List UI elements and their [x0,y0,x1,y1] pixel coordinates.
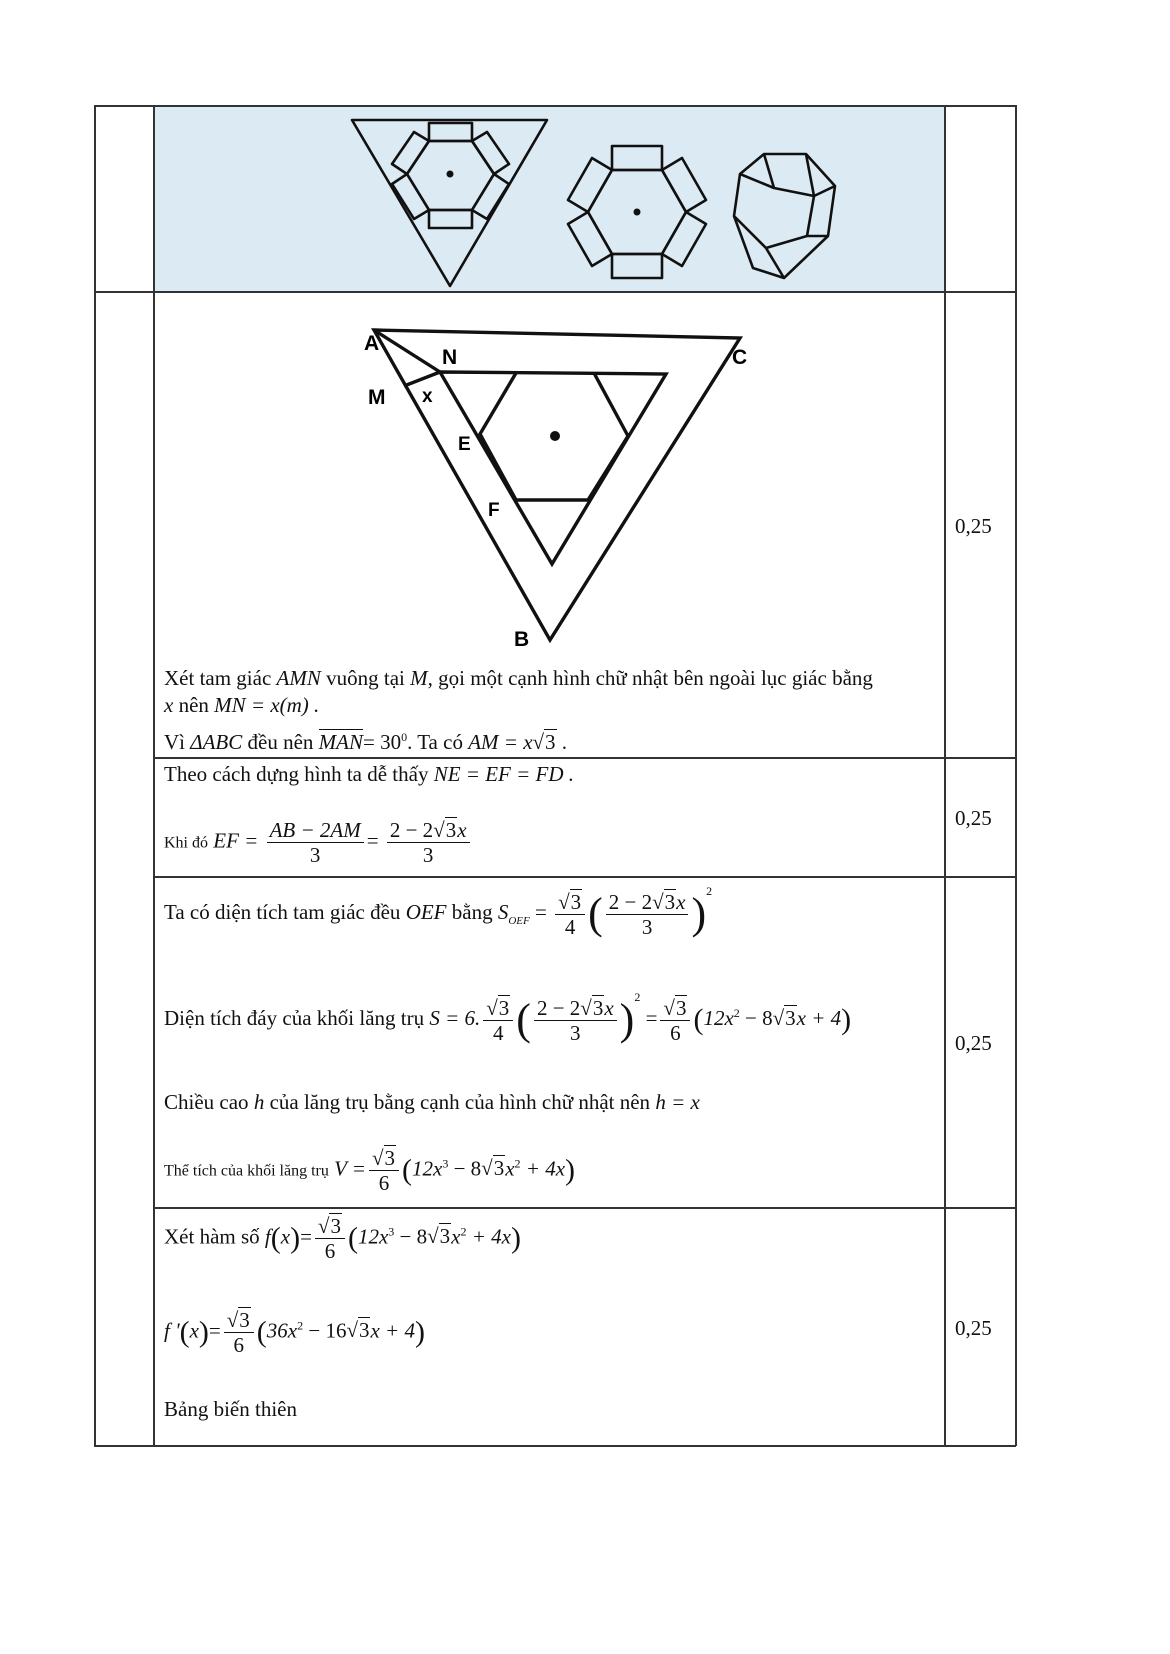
row3-line4 [164,1146,575,1195]
row3-line3-mid: của lăng trụ bằng cạnh của hình chữ nhật nên [269,1090,651,1114]
table-border-bottom [94,1445,1016,1447]
row2-line1-formula: NE = EF = FD . [433,762,575,786]
row1-line2 [164,693,319,718]
row3-line1-pre: Ta có diện tích tam giác đều [164,900,401,924]
row3-line2-frac-a: $\frac{√3}{4}$ [483,996,513,1045]
row4-line2-lparen: ( [256,1315,267,1349]
row4-line2-eq: = [208,1318,221,1343]
row4-line1-pre: Xét hàm số [164,1224,260,1249]
row1-line3-deg: 0 [401,730,408,744]
row2-line2-pre: Khi đó [164,834,208,852]
row2-frac2: $\frac{2 - 2√3x}{3}$ [387,818,470,867]
row4-line2-poly-c: x + 4 [370,1318,415,1343]
row3-line2-poly-pow: 2 [733,1006,740,1020]
row1-line3-am: AM = x [468,730,533,754]
row3-score: 0,25 [955,1031,992,1055]
row4-line1-rp: ) [290,1221,301,1255]
row3-line4-poly-b: − 8 [448,1156,482,1181]
label-E: E [458,434,471,455]
row4-line2-pow2: 2 [297,1318,304,1333]
row4-line1-f: f [264,1224,271,1249]
table-border-row2-bottom [154,876,1016,878]
label-F: F [488,500,500,521]
triangle-construction-figure [354,318,774,654]
row4-line1-poly-b: − 8 [394,1224,428,1249]
row4-line1-lp: ( [270,1221,281,1255]
row1-line1-amn: AMN [276,666,321,690]
row4-line1-rparen: ) [510,1221,521,1255]
row2-score: 0,25 [955,806,992,830]
row4-line2-poly-b: − 16 [303,1318,347,1343]
row4-score: 0,25 [955,1316,992,1340]
row3-line2-rparen2: ) [841,1003,852,1037]
row4-line2-f: f ' [164,1318,180,1343]
row4-line1-poly-d: + 4x [466,1224,511,1249]
row3-line1-oef: OEF [405,900,447,924]
row1-line2-x: x [164,693,174,717]
row3-line2-frac-b: $\frac{2 - 2√3x}{3}$ [534,996,617,1045]
row4-line2-rp: ) [198,1315,209,1349]
row3-line2-rparen: ) [619,995,635,1045]
row3-line4-pow2: 2 [514,1156,521,1171]
row3-line2-lparen2: ( [693,1003,704,1037]
row4-line1-poly-a: 12x [357,1224,389,1249]
row3-line4-poly-c: x [505,1156,515,1181]
row3-line1-sub: OEF [508,915,530,928]
row3-line3-formula: h = x [655,1090,700,1114]
row2-frac1: $\frac{AB - 2AM}{3}$ [267,818,364,867]
row4-line2-x: x [189,1318,199,1343]
row4-line1-pow3: 3 [388,1224,395,1239]
row3-line3 [164,1090,700,1115]
row1-line3-angle-val: = 30 [362,730,402,754]
row3-line2-poly-a: 12x [703,1006,734,1030]
label-C: C [732,346,748,369]
row4-line1-eq: = [300,1224,312,1249]
row4-line2 [164,1308,425,1357]
label-M: M [368,386,386,409]
row1-line1-pre: Xét tam giác [164,666,272,690]
prism-net-figures [154,106,944,292]
row3-line1-mid: bằng [451,900,493,924]
row4-line1-x: x [280,1224,291,1249]
table-border-left [94,105,96,1446]
label-x: x [422,386,433,407]
row4-line2-rparen: ) [414,1315,425,1349]
row3-line2-s: S = 6. [429,1006,481,1030]
row2-line2 [164,818,473,867]
row3-line2-lparen: ( [516,995,531,1045]
row1-line2-pre: nên [178,693,209,717]
row3-line4-lparen: ( [402,1153,412,1187]
row1-line2-formula: MN = x(m) . [214,693,320,717]
row2-line1 [164,762,574,787]
row1-line1-mid: vuông tại [326,666,405,690]
table-border-row3-bottom [154,1207,1016,1209]
table-border-col2 [944,105,946,1446]
row3-line4-pre: Thể tích của khối lăng trụ [164,1162,329,1180]
row3-line2-pre: Diện tích đáy của khối lăng trụ [164,1006,425,1030]
row3-line1-lparen: ( [588,889,603,939]
figure-hexagonal-prism [734,154,835,278]
row1-line3 [164,730,567,755]
table-border-row1-bottom [154,757,1016,759]
row1-line3-sqrt: √3 [532,730,556,754]
row3-line2-power: 2 [634,990,641,1004]
row3-line2-eq: = [645,1006,658,1030]
row3-line4-pow3: 3 [442,1156,449,1171]
row3-line4-v: V = [334,1156,366,1181]
row2-line2-eq: = [366,828,379,853]
row3-line2-poly-c: x + 4 [796,1006,842,1030]
row2-line2-ef: EF = [213,828,259,853]
row3-line4-frac: $\frac{√3}{6}$ [369,1146,399,1195]
row1-line1 [164,666,873,691]
row4-line1-poly-sqrt: √3 [427,1224,451,1249]
table-border-right [1015,105,1017,1446]
row3-line4-poly-sqrt: √3 [481,1156,505,1181]
row1-line3-angle: MAN [318,730,363,754]
row3-line1-rparen: ) [691,889,707,939]
row3-line2-frac-c: $\frac{√3}{6}$ [660,996,690,1045]
row3-line2 [164,990,851,1045]
figure-triangle-net [352,120,547,286]
row1-line3-mid: đều nên [247,730,314,754]
row2-line1-pre: Theo cách dựng hình ta dễ thấy [164,762,429,786]
row4-line2-lp: ( [179,1315,190,1349]
row1-line3-abc: ΔABC [190,730,243,754]
table-border-col1 [153,105,155,1446]
row3-line3-pre: Chiều cao [164,1090,249,1114]
hexagon-center-dot-1 [447,171,454,178]
label-N: N [442,346,458,369]
row4-line3: Bảng biến thiên [164,1397,297,1421]
row3-line2-poly-sqrt: √3 [772,1006,796,1030]
row3-line4-poly-d: + 4x [520,1156,566,1181]
row3-line1-power: 2 [706,884,713,898]
row3-line4-rparen: ) [565,1153,576,1187]
row3-line1 [164,884,712,939]
row4-line2-frac: $\frac{√3}{6}$ [224,1308,254,1357]
row1-line1-post: , gọi một cạnh hình chữ nhật bên ngoài lục giác bằng [427,666,873,690]
row4-line1-lparen: ( [347,1221,358,1255]
row4-line1-poly-c: x [451,1224,461,1249]
row4-line2-poly-sqrt: √3 [346,1318,370,1343]
row4-line1-frac: $\frac{√3}{6}$ [315,1214,345,1263]
row1-line3-pre: Vì [164,730,185,754]
row4-line1-pow2: 2 [460,1224,467,1239]
row1-score: 0,25 [955,514,992,538]
main-figure-center-dot [550,431,560,441]
row3-line1-eq: = [534,900,547,924]
row1-line3-post: . Ta có [407,730,463,754]
row3-line1-frac-a: $\frac{√3}{4}$ [555,890,585,939]
row3-line1-s: S [497,900,509,924]
label-B: B [514,628,530,651]
row3-line1-frac-b: $\frac{2 - 2√3x}{3}$ [606,890,689,939]
row3-line4-poly-a: 12x [412,1156,443,1181]
row4-line2-poly-a: 36x [266,1318,298,1343]
row3-line3-h: h [253,1090,265,1114]
label-A: A [364,332,380,355]
row1-line3-end: . [561,730,568,754]
row4-line1 [164,1214,521,1263]
row3-line2-poly-b: − 8 [739,1006,773,1030]
row1-line1-m: M [410,666,428,690]
hexagon-center-dot-2 [634,209,641,216]
